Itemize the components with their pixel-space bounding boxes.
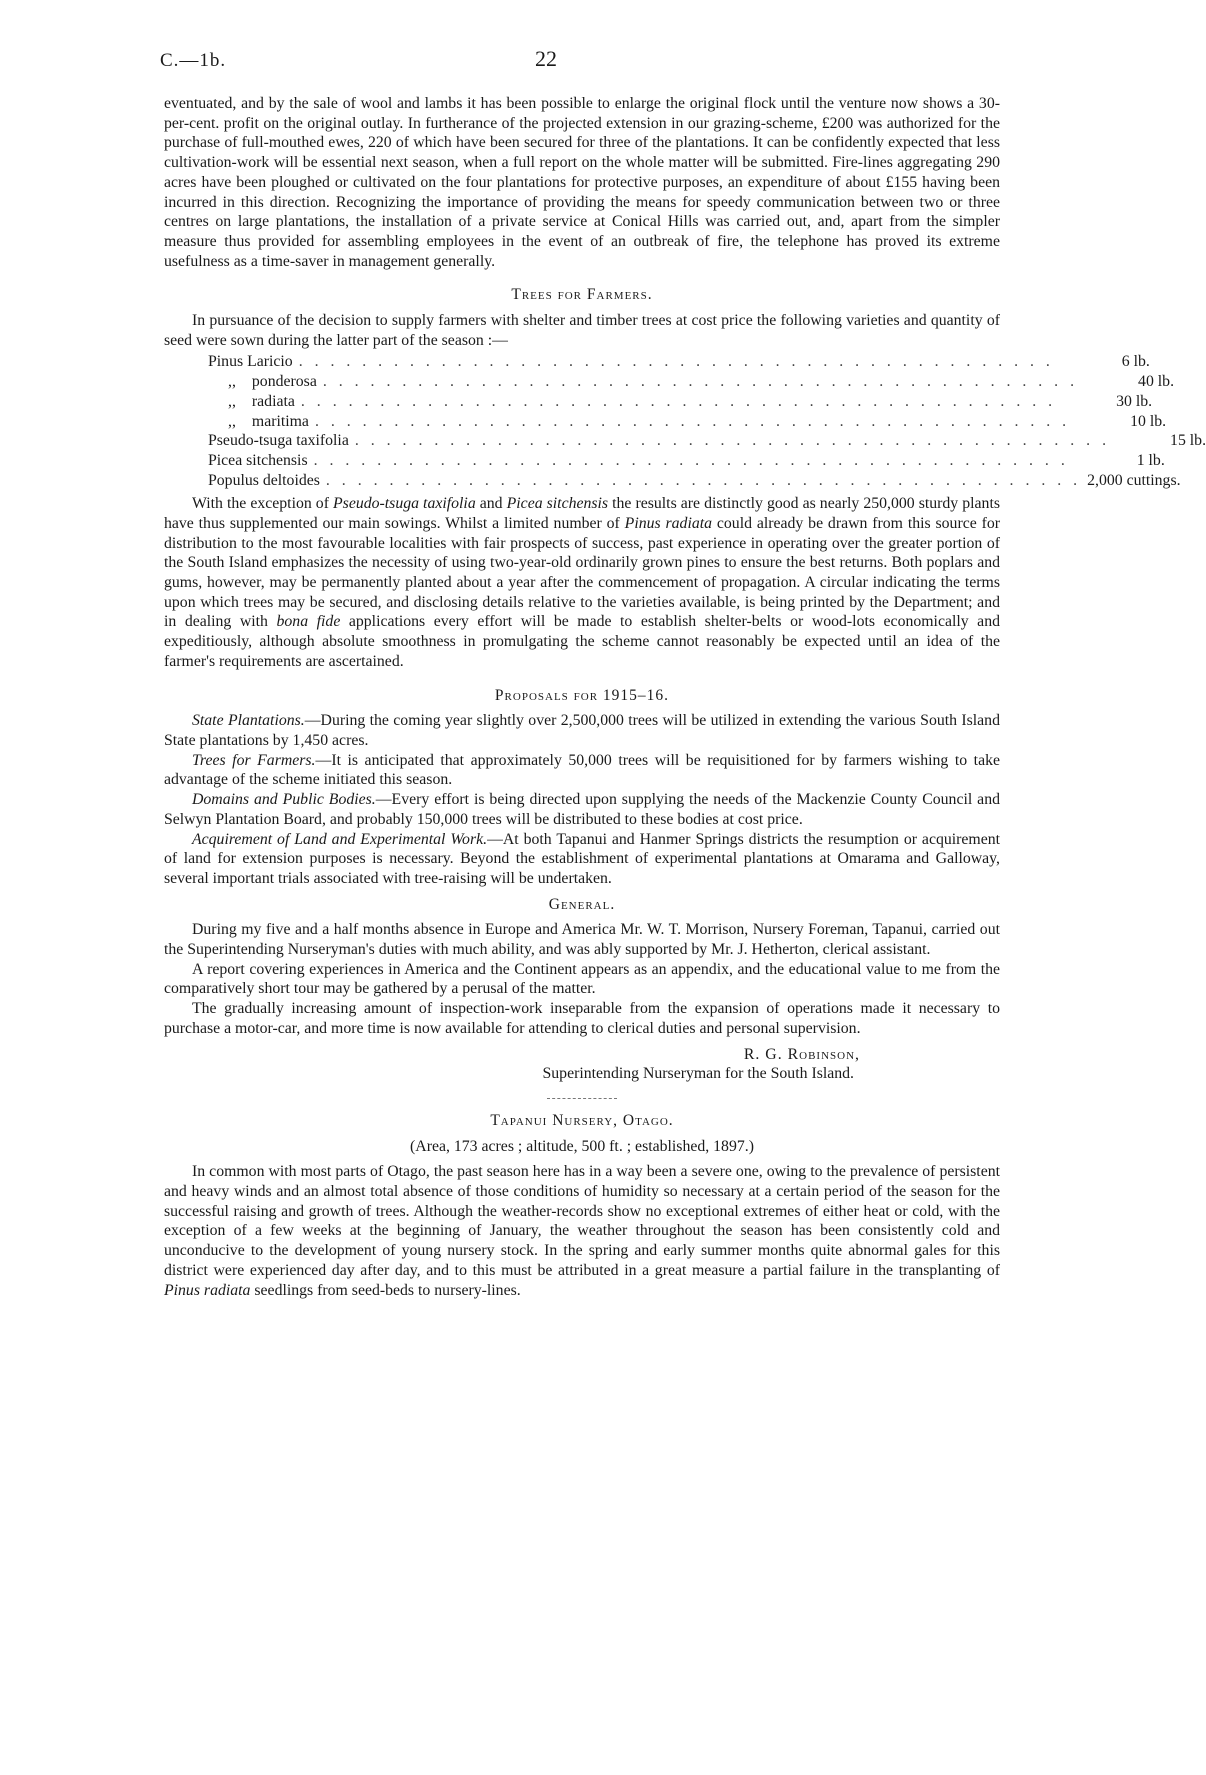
seed-name: Picea sitchensis	[208, 451, 308, 469]
ditto-mark: ,,	[228, 373, 236, 391]
seed-row	[208, 392, 1153, 412]
seed-row	[208, 431, 1206, 451]
general-paragraph: The gradually increasing amount of inspection-work inseparable from the expansion of operations made it necessary to purchase a motor-car, and more time is now available for attending to clerical duties and personal supervision.	[164, 1000, 1000, 1037]
seed-name: Pseudo-tsuga taxifolia	[208, 432, 349, 450]
dot-leader: . . . . . . . . . . . . . . . . . . . . . . . . . . . . . . . . . . . . . . . . . . . . . . . .	[322, 373, 1079, 391]
paragraph-grazing-fire-lines: eventuated, and by the sale of wool and lambs it has been possible to enlarge the original flock until the venture now shows a 30-per-cent. profit on the original outlay. In furtherance of the projected extension in our grazing-scheme, £200 was authorized for the purchase of full-mouthed ewes, 220 of which have been secured for three of the plantations. It can be confidently expected that less cultivation-work will be essential next season, when a full report on the whole matter will be submitted. Fire-lines aggregating 290 acres have been ploughed or cultivated on the four plantations for protective purposes, an expenditure of about £155 having been incurred in this direction. Recognizing the importance of providing the means for speedy communication between two or three centres on large plantations, the installation of a private service at Conical Hills was carried out, and, apart from the simpler measure thus provided for assembling employees in the event of an outbreak of fire, the telephone has proved its extreme usefulness as a time-saver in management generally.	[164, 95, 1000, 270]
seed-quantity: 30 lb.	[1116, 392, 1153, 410]
general-paragraph: A report covering experiences in America and the Continent appears as an appendix, and the educational value to me from the comparatively short tour may be gathered by a perusal of the matter.	[164, 960, 1000, 998]
seed-name: maritima	[251, 412, 309, 430]
dot-leader: . . . . . . . . . . . . . . . . . . . . . . . . . . . . . . . . . . . . . . . . . . . . . . . .	[298, 353, 1054, 371]
heading-proposals: Proposals for 1915–16.	[494, 686, 670, 704]
seed-name: radiata	[251, 392, 295, 410]
dot-leader: . . . . . . . . . . . . . . . . . . . . . . . . . . . . . . . . . . . . . . . . . . . . . . . .	[325, 471, 1082, 489]
seed-name: Pinus Laricio	[208, 353, 293, 371]
page-body	[164, 94, 1206, 1300]
heading-trees-for-farmers: Trees for Farmers.	[511, 286, 653, 304]
heading-tapanui-nursery: Tapanui Nursery, Otago.	[490, 1111, 674, 1129]
seed-quantity: 2,000 cuttings.	[1087, 471, 1181, 489]
paragraph-tapanui-season: In common with most parts of Otago, the past season here has in a way been a severe one, owing to the prevalence of persistent and heavy winds and an almost total absence of those conditions of humidity so necessary at a certain period of the season for the successful raising and growth of trees. Although the weather-records show no exceptional extremes of either heat or cold, with the exception of a few weeks at the beginning of January, the weather throughout the season has been consistently cold and unconducive to the development of young nursery stock. In the spring and early summer months quite abnormal gales for this district were experienced day after day, and to this must be attributed in a great measure a partial failure in the transplanting of Pinus radiata seedlings from seed-beds to nursery-lines.	[164, 1163, 1000, 1299]
seed-row	[208, 451, 1165, 471]
dot-leader: . . . . . . . . . . . . . . . . . . . . . . . . . . . . . . . . . . . . . . . . . . . . . . . .	[313, 451, 1069, 469]
seed-row	[208, 352, 1150, 372]
ditto-mark: ,,	[228, 412, 236, 430]
proposal-item: Domains and Public Bodies.—Every effort is being directed upon supplying the needs of the Mackenzie County Council and Selwyn Plantation Board, and probably 150,000 trees will be distributed to these bodies at cost price.	[164, 791, 1000, 828]
dot-leader: . . . . . . . . . . . . . . . . . . . . . . . . . . . . . . . . . . . . . . . . . . . . . . . .	[314, 412, 1071, 430]
seed-quantity: 10 lb.	[1130, 412, 1167, 430]
signature-title: Superintending Nurseryman for the South Island.	[542, 1065, 854, 1083]
seed-name: Populus deltoides	[208, 471, 320, 489]
paragraph-seed-results: With the exception of Pseudo-tsuga taxifolia and Picea sitchensis the results are distinctly good as nearly 250,000 sturdy plants have thus supplemented our main sowings. Whilst a limited number of Pinus radiata could already be drawn from this source for distribution to the most favourable localities with fair prospects of success, past experience in operating over the greater portion of the South Island emphasizes the necessity of using two-year-old ordinarily grown pines to ensure the best returns. Both poplars and gums, however, may be permanently planted about a year after the commencement of propagation. A circular indicating the terms upon which trees may be secured, and disclosing details relative to the varieties available, is being printed by the Department; and in dealing with bona fide applications every effort will be made to establish shelter-belts or wood-lots economically and expeditiously, although absolute smoothness in promulgating the scheme cannot reasonably be expected until an idea of the farmer's requirements are ascertained.	[164, 495, 1000, 670]
signature-name: R. G. Robinson,	[743, 1045, 860, 1063]
heading-general: General.	[548, 895, 616, 913]
proposal-item: State Plantations.—During the coming year slightly over 2,500,000 trees will be utilized in extending the various South Island State plantations by 1,450 acres.	[164, 712, 1000, 749]
seed-quantity: 6 lb.	[1121, 353, 1150, 371]
seed-quantity: 40 lb.	[1138, 373, 1175, 391]
dot-leader: . . . . . . . . . . . . . . . . . . . . . . . . . . . . . . . . . . . . . . . . . . . . . . . .	[354, 432, 1111, 450]
seed-name: ponderosa	[251, 373, 317, 391]
seed-row	[208, 412, 1167, 432]
paragraph-trees-intro: In pursuance of the decision to supply farmers with shelter and timber trees at cost price the following varieties and quantity of seed were sown during the latter part of the season :—	[164, 312, 1000, 349]
dot-leader: . . . . . . . . . . . . . . . . . . . . . . . . . . . . . . . . . . . . . . . . . . . . . . . .	[300, 392, 1057, 410]
seed-row	[208, 372, 1175, 392]
general-paragraph: During my five and a half months absence in Europe and America Mr. W. T. Morrison, Nursery Foreman, Tapanui, carried out the Superintending Nurseryman's duties with much ability, and was ably supported by Mr. J. Hetherton, clerical assistant.	[164, 921, 1000, 959]
seed-quantity: 15 lb.	[1170, 432, 1206, 450]
page-number: 22	[535, 46, 557, 71]
tapanui-details: (Area, 173 acres ; altitude, 500 ft. ; established, 1897.)	[410, 1137, 754, 1155]
report-reference: C.—1b.	[160, 50, 227, 71]
seed-row	[208, 471, 1181, 491]
proposal-item: Acquirement of Land and Experimental Work.—At both Tapanui and Hanmer Springs districts the resumption or acquirement of land for extension purposes is necessary. Beyond the establishment of experimental plantations at Omarama and Galloway, several important trials associated with tree-raising will be undertaken.	[164, 830, 1000, 887]
ditto-mark: ,,	[228, 392, 236, 410]
seed-quantity: 1 lb.	[1136, 451, 1165, 469]
seed-list	[208, 352, 1206, 490]
section-divider	[547, 1098, 617, 1099]
proposal-item: Trees for Farmers.—It is anticipated that approximately 50,000 trees will be requisitioned for by farmers wishing to take advantage of the scheme initiated this season.	[164, 751, 1000, 789]
